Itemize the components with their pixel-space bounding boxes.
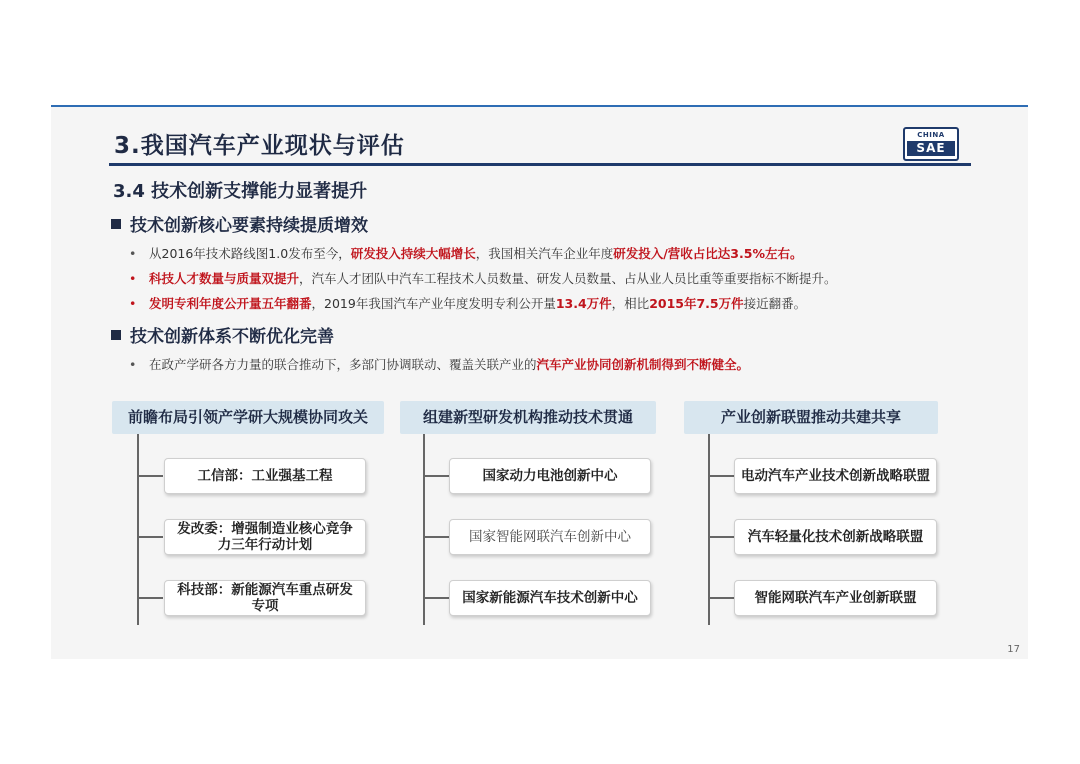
body-text: 从2016年技术路线图1.0发布至今， <box>149 246 351 261</box>
innovation-center-box: 国家动力电池创新中心 <box>449 458 651 494</box>
body-text: ，相比 <box>611 296 650 311</box>
highlight-text: 13.4万件 <box>555 296 612 311</box>
section-heading-text: 技术创新体系不断优化完善 <box>130 327 334 347</box>
bullet-text <box>149 296 806 311</box>
highlight-text: 2015年7.5万件 <box>649 296 744 311</box>
tree-connector <box>137 475 163 477</box>
body-text: ，我国相关汽车企业年度 <box>475 246 614 261</box>
alliance-box: 汽车轻量化技术创新战略联盟 <box>734 519 937 555</box>
highlight-text: 科技人才数量与质量双提升 <box>149 271 300 286</box>
logo-bottom-text: SAE <box>907 141 955 156</box>
bullet-1 <box>129 244 802 262</box>
slide-title: 3.我国汽车产业现状与评估 <box>114 133 405 159</box>
org-box: 工信部：工业强基工程 <box>164 458 366 494</box>
square-bullet-icon <box>111 219 121 229</box>
tree-connector <box>137 597 163 599</box>
bullet-3 <box>129 294 806 312</box>
column-heading-3: 产业创新联盟推动共建共享 <box>684 401 938 434</box>
section-heading-2 <box>111 322 334 347</box>
tree-connector <box>708 475 734 477</box>
body-text: ，2019年我国汽车产业年度发明专利公开量 <box>311 296 556 311</box>
page-number: 17 <box>1007 644 1020 655</box>
square-bullet-icon <box>111 330 121 340</box>
highlight-text: 研发投入/营收占比达3.5%左右。 <box>613 246 803 261</box>
tree-connector <box>423 475 449 477</box>
body-text: 在政产学研各方力量的联合推动下，多部门协调联动、覆盖关联产业的 <box>149 357 537 372</box>
body-text: 接近翻番。 <box>743 296 807 311</box>
section-heading-text: 技术创新核心要素持续提质增效 <box>130 216 368 236</box>
org-box: 发改委：增强制造业核心竞争力三年行动计划 <box>164 519 366 555</box>
tree-connector <box>423 536 449 538</box>
highlight-text: 汽车产业协同创新机制得到不断健全。 <box>536 357 750 372</box>
body-text: ，汽车人才团队中汽车工程技术人员数量、研发人员数量、占从业人员比重等重要指标不断提升。 <box>299 271 837 286</box>
org-box: 科技部：新能源汽车重点研发专项 <box>164 580 366 616</box>
alliance-box: 智能网联汽车产业创新联盟 <box>734 580 937 616</box>
column-heading-1: 前瞻布局引领产学研大规模协同攻关 <box>112 401 384 434</box>
bullet-2 <box>129 269 837 287</box>
bullet-dot-icon: • <box>129 357 137 372</box>
tree-connector <box>708 536 734 538</box>
highlight-text: 研发投入持续大幅增长 <box>350 246 476 261</box>
bullet-dot-icon: • <box>129 296 137 311</box>
bullet-text <box>149 271 837 286</box>
innovation-center-box: 国家新能源汽车技术创新中心 <box>449 580 651 616</box>
china-sae-logo <box>903 127 959 161</box>
tree-connector <box>708 597 734 599</box>
bullet-dot-icon: • <box>129 246 137 261</box>
bullet-4 <box>129 355 749 373</box>
logo-top-text: CHINA <box>917 131 945 139</box>
column-heading-2: 组建新型研发机构推动技术贯通 <box>400 401 656 434</box>
innovation-center-box: 国家智能网联汽车创新中心 <box>449 519 651 555</box>
slide-subtitle: 3.4 技术创新支撑能力显著提升 <box>113 181 368 202</box>
tree-connector <box>423 597 449 599</box>
alliance-box: 电动汽车产业技术创新战略联盟 <box>734 458 937 494</box>
slide <box>51 105 1028 659</box>
highlight-text: 发明专利年度公开量五年翻番 <box>149 296 312 311</box>
title-divider <box>109 163 971 166</box>
bullet-text <box>149 246 802 261</box>
section-heading-1 <box>111 211 368 236</box>
tree-connector <box>137 536 163 538</box>
bullet-dot-icon: • <box>129 271 137 286</box>
bullet-text <box>149 357 749 372</box>
